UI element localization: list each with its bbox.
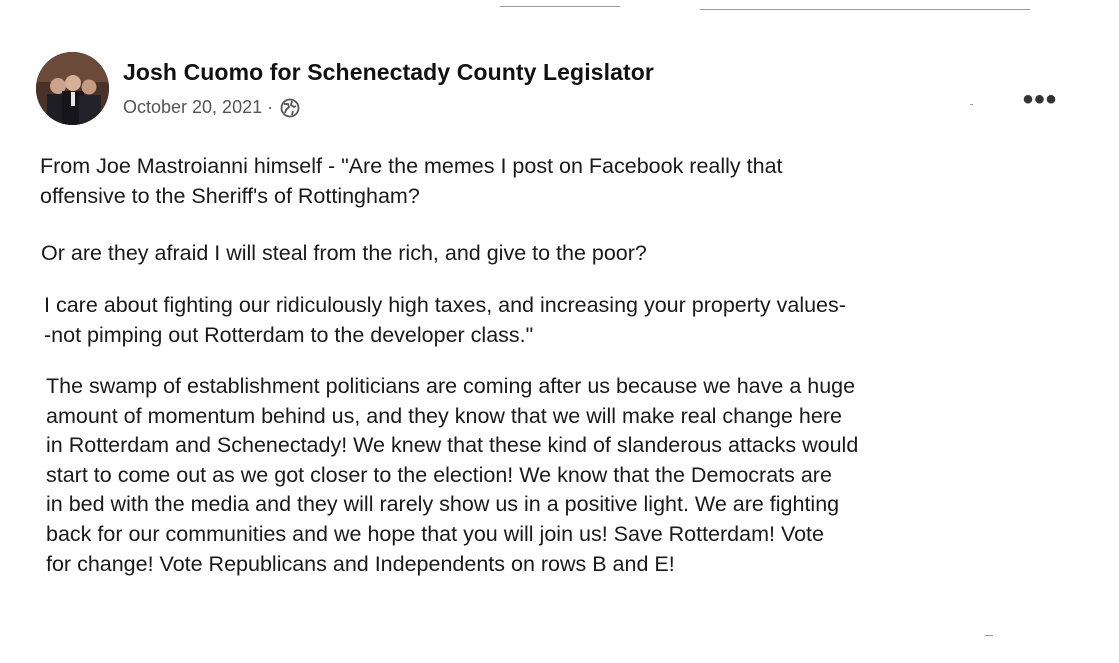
post-paragraph-2 [41,238,647,268]
post-paragraph-4 [46,372,858,579]
scan-artifact [970,104,973,105]
post-text-line: back for our communities and we hope that you will join us! Save Rotterdam! Vote [46,521,824,546]
post-text-line: -not pimping out Rotterdam to the developer class." [44,323,534,347]
author-name[interactable]: Josh Cuomo for Schenectady County Legislator [123,59,654,85]
post-text-line: for change! Vote Republicans and Independents on rows B and E! [46,551,675,576]
post-paragraph-1 [40,151,783,211]
post-date[interactable]: October 20, 2021 [123,97,263,117]
scan-artifact [985,635,993,636]
post-meta [123,97,300,118]
post-text-line: The swamp of establishment politicians are coming after us because we have a huge [46,374,856,398]
post-text-line: in bed with the media and they will rarely show us in a positive light. We are fighting [46,492,840,517]
post-paragraph-3 [44,290,846,350]
post-text-line: start to come out as we got closer to the election! We know that the Democrats are [46,462,832,487]
more-options-icon: ••• [1022,83,1058,116]
post-text-line: offensive to the Sheriff's of Rottingham? [40,184,420,208]
globe-icon[interactable] [280,98,300,118]
post-text-line: in Rotterdam and Schenectady! We knew that these kind of slanderous attacks would [46,433,859,458]
post-text-line: amount of momentum behind us, and they know that we will make real change here [46,403,842,428]
scan-artifact [700,9,1030,10]
post-text-line: I care about fighting our ridiculously high taxes, and increasing your property values- [44,293,846,317]
avatar[interactable] [36,52,109,125]
meta-separator: · [267,97,274,117]
avatar-photo [36,52,109,125]
post-text-line: Or are they afraid I will steal from the rich, and give to the poor? [41,241,647,265]
scan-artifact [500,6,620,7]
post-text-line: From Joe Mastroianni himself - "Are the memes I post on Facebook really that [40,154,783,178]
more-options-button[interactable] [1020,83,1060,116]
